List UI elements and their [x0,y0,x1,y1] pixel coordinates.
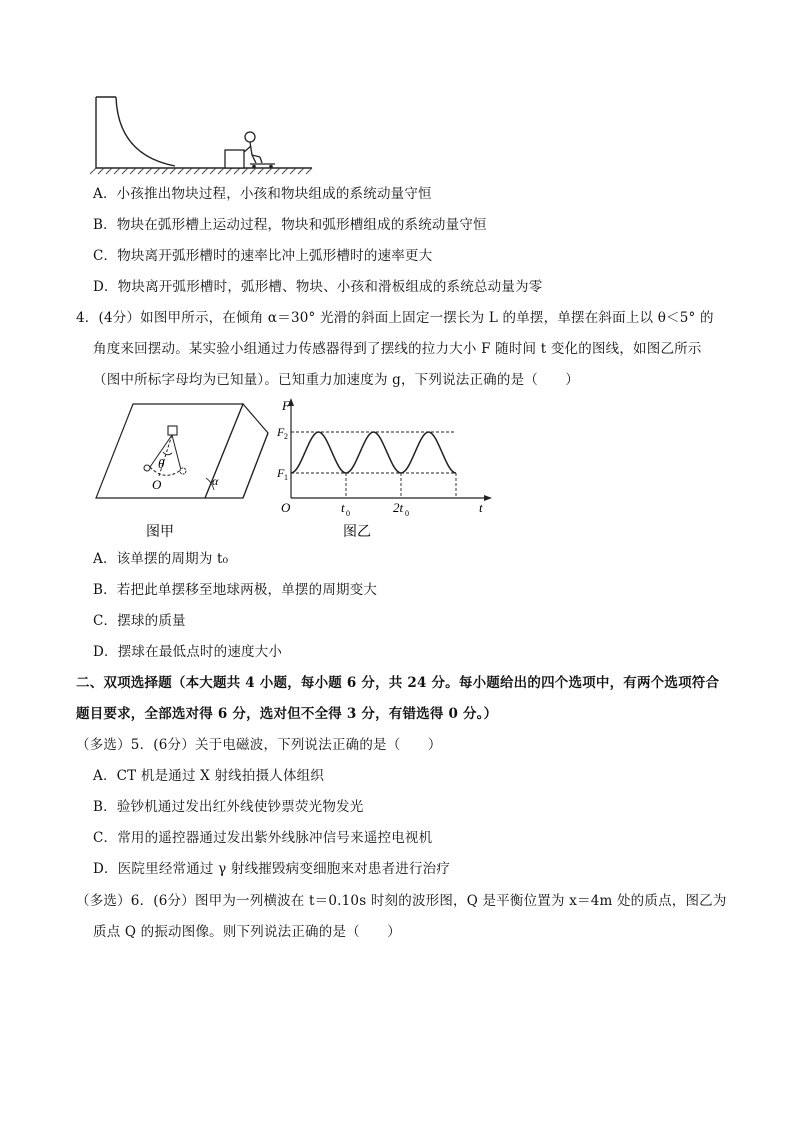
f1-subscript: 1 [284,473,288,482]
graph-origin-label: O [281,500,291,515]
q3-option-a: A．小孩推出物块过程，小孩和物块组成的系统动量守恒 [93,186,432,202]
q3-option-d: D．物块离开弧形槽时，弧形槽、物块、小孩和滑板组成的系统总动量为零 [93,279,543,295]
y-axis-label: F [282,398,290,413]
q4-stem-line2: 角度来回摆动。某实验小组通过力传感器得到了摆线的拉力大小 F 随时间 t 变化的图线，如图乙所示 [93,341,702,357]
q4-stem-line3: （图中所标字母均为已知量）。已知重力加速度为 g，下列说法正确的是（ ） [93,372,580,388]
q4-option-d: D．摆球在最低点时的速度大小 [93,644,283,660]
t0-tick-label: t [341,500,345,515]
q5-option-c: C．常用的遥控器通过发出紫外线脉冲信号来遥控电视机 [93,830,433,846]
q6-stem-line1: （多选）6．(6分）图甲为一列横波在 t＝0.10s 时刻的波形图，Q 是平衡位置为 x＝4m 处的质点，图乙为 [76,893,727,909]
x-axis-label: t [479,500,483,515]
section2-heading-line2: 题目要求，全部选对得 6 分，选对但不全得 3 分，有错选得 0 分。） [76,706,498,722]
fig-theta-label: θ [158,456,165,471]
fig-origin-label: O [152,477,162,492]
f1-label: F [277,466,285,480]
q5-stem: （多选）5．(6分）关于电磁波，下列说法正确的是（ ） [76,737,442,753]
q6-stem-line2: 质点 Q 的振动图像。则下列说法正确的是（ ） [93,924,401,940]
q5-option-d: D．医院里经常通过 γ 射线摧毁病变细胞来对患者进行治疗 [93,861,451,877]
t0-subscript: 0 [346,509,350,518]
f2-subscript: 2 [284,432,288,441]
fig-left-caption: 图甲 [146,525,174,540]
t2-subscript: 0 [405,509,409,518]
force-time-graph [0,0,794,560]
q3-option-c: C．物块离开弧形槽时的速率比冲上弧形槽时的速率更大 [93,248,433,264]
t2-tick-label: 2t [393,500,404,515]
f2-label: F [277,425,285,439]
q3-option-b: B．物块在弧形槽上运动过程，物块和弧形槽组成的系统动量守恒 [93,217,487,233]
fig-right-caption: 图乙 [343,525,371,540]
q4-stem-line1: 4．(4分）如图甲所示，在倾角 α＝30° 光滑的斜面上固定一摆长为 L 的单摆，单摆在斜面上以 θ＜5° 的 [76,310,714,326]
q4-option-c: C．摆球的质量 [93,613,186,629]
q5-option-b: B．验钞机通过发出红外线使钞票荧光物发光 [93,799,364,815]
fig-alpha-label: α [212,474,219,488]
section2-heading-line1: 二、双项选择题（本大题共 4 小题，每小题 6 分，共 24 分。每小题给出的四个选项中，有两个选项符合 [76,675,720,691]
q4-option-b: B．若把此单摆移至地球两极，单摆的周期变大 [93,582,378,598]
q5-option-a: A．CT 机是通过 X 射线拍摄人体组织 [93,768,325,784]
q4-option-a: A．该单摆的周期为 t₀ [93,551,229,567]
